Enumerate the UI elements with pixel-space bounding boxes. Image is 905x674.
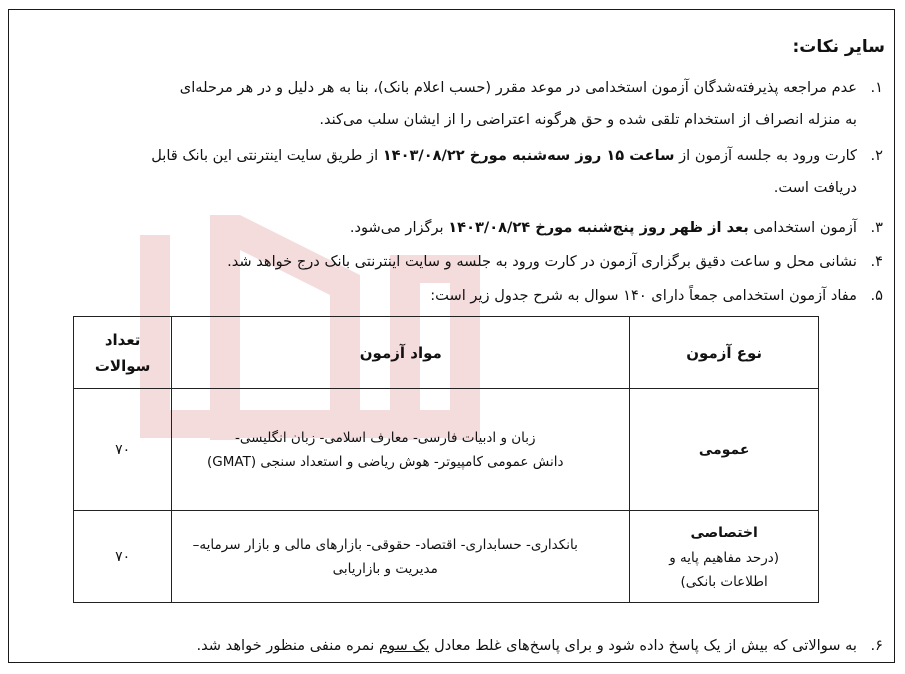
table-row bbox=[74, 511, 819, 603]
table-row bbox=[74, 389, 819, 511]
table-header-row bbox=[74, 317, 819, 389]
note-item-2: ۲.کارت ورود به جلسه آزمون از ساعت ۱۵ روز سه‌شنبه مورخ ۱۴۰۳/۰۸/۲۲ از طریق سایت اینترنتی این بانک قابل دریافت است. bbox=[151, 147, 883, 196]
header-subjects: مواد آزمون bbox=[172, 317, 630, 389]
note-item-4: ۴.نشانی محل و ساعت دقیق برگزاری آزمون در کارت ورود به جلسه و سایت اینترنتی بانک درج خواهد شد. bbox=[227, 253, 883, 270]
row-exam-type: اختصاصی (درحد مفاهیم پایه و اطلاعات بانکی) bbox=[630, 511, 819, 603]
note-item-1: ۱.عدم مراجعه پذیرفته‌شدگان آزمون استخدامی در موعد مقرر (حسب اعلام بانک)، بنا به هر دلیل و در هر مرحله‌ای به منزله انصراف از استخدام تلقی شده و حق هرگونه اعتراضی را از ایشان سلب می‌کند. bbox=[179, 79, 883, 128]
header-question-count: تعداد سوالات bbox=[74, 317, 172, 389]
note-item-6: ۶.به سوالاتی که بیش از یک پاسخ داده شود و برای پاسخ‌های غلط معادل یک سوم نمره منفی منظور خواهد شد. bbox=[196, 637, 883, 654]
row-subjects: بانکداری- حسابداری- اقتصاد- حقوقی- بازارهای مالی و بازار سرمایه– مدیریت و بازاریابی bbox=[172, 511, 630, 603]
exam-table bbox=[73, 316, 819, 603]
row-subjects: زبان و ادبیات فارسی- معارف اسلامی- زبان انگلیسی- دانش عمومی کامپیوتر- هوش ریاضی و استعداد سنجی (GMAT) bbox=[172, 389, 630, 511]
row-question-count: ۷۰ bbox=[74, 389, 172, 511]
row-exam-type: عمومی bbox=[630, 389, 819, 511]
header-exam-type: نوع آزمون bbox=[630, 317, 819, 389]
note-item-5: ۵.مفاد آزمون استخدامی جمعاً دارای ۱۴۰ سوال به شرح جدول زیر است: bbox=[430, 287, 883, 304]
note-item-3: ۳.آزمون استخدامی بعد از ظهر روز پنج‌شنبه مورخ ۱۴۰۳/۰۸/۲۴ برگزار می‌شود. bbox=[349, 219, 883, 236]
row-question-count: ۷۰ bbox=[74, 511, 172, 603]
section-heading: سایر نکات: bbox=[792, 37, 885, 57]
